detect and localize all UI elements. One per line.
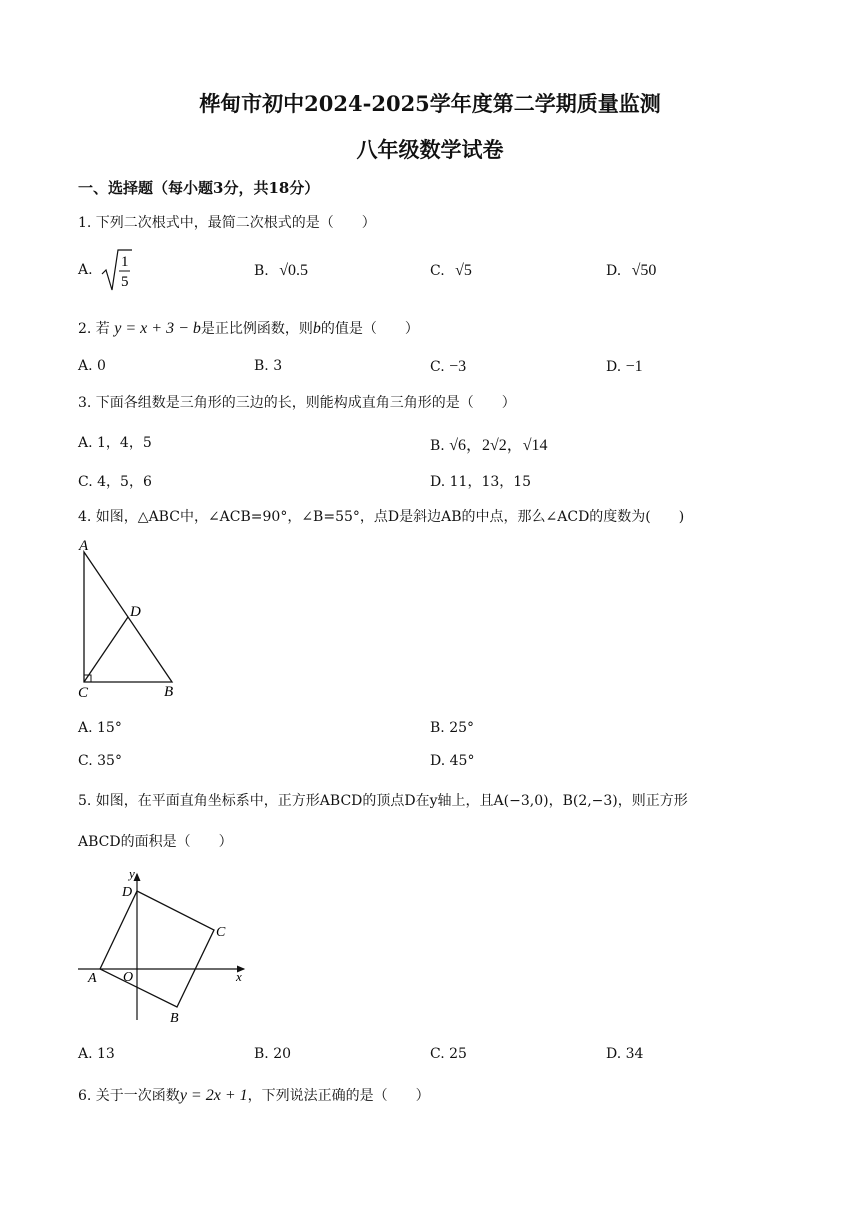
option-value: 3	[273, 358, 283, 374]
option-value: 15°	[97, 720, 122, 736]
exam-subtitle: 八年级数学试卷	[356, 137, 504, 162]
q3-option-c[interactable]	[78, 471, 152, 491]
option-value: 35°	[97, 753, 122, 769]
option-label: D.	[430, 474, 446, 490]
option-label: B.	[254, 358, 269, 374]
q4-option-d[interactable]	[430, 753, 474, 769]
option-label: A.	[78, 435, 93, 451]
q1-option-b[interactable]	[254, 262, 308, 280]
option-label: D.	[606, 263, 622, 279]
option-label: B.	[254, 1046, 269, 1062]
option-value: √6，2√2，√14	[449, 437, 548, 454]
q3-option-a[interactable]	[78, 432, 152, 452]
option-value: 0	[97, 358, 106, 374]
coordinate-square-figure	[74, 866, 254, 1028]
option-label: C.	[78, 474, 93, 490]
q3-option-d[interactable]	[430, 471, 531, 491]
option-value: 34	[625, 1046, 644, 1062]
q1-option-d[interactable]	[606, 262, 656, 280]
label-o: O	[123, 970, 134, 985]
q5-option-b[interactable]	[254, 1046, 291, 1062]
option-label: C.	[430, 1046, 445, 1062]
q6-text-pre: 6. 关于一次函数	[78, 1088, 180, 1104]
exam-title: 桦甸市初中2024-2025学年度第二学期质量监测	[199, 91, 661, 116]
option-label: A.	[78, 720, 93, 736]
question-5-text-line2: ABCD的面积是（ ）	[78, 834, 233, 850]
option-label: A.	[78, 262, 93, 278]
q2-text-pre: 2. 若	[78, 321, 110, 337]
option-value: √5	[455, 262, 472, 279]
label-d: D	[122, 885, 133, 900]
axis-label-y: y	[129, 866, 135, 881]
option-value: −1	[625, 358, 643, 375]
q1-option-a[interactable]	[78, 254, 129, 290]
option-label: A.	[78, 1046, 93, 1062]
q6-text-post: ，下列说法正确的是（ ）	[247, 1088, 430, 1104]
q2-equation: y = x + 3 − b	[114, 320, 201, 337]
option-label: B.	[254, 263, 269, 279]
option-label: A.	[78, 358, 93, 374]
q2-option-b[interactable]	[254, 358, 282, 374]
option-value: 20	[273, 1046, 292, 1062]
option-label: C.	[430, 359, 445, 375]
option-label: C.	[78, 753, 93, 769]
option-value: 13	[97, 1046, 115, 1062]
option-value: 4，5，6	[97, 474, 152, 490]
option-value: 1，4，5	[97, 435, 152, 451]
label-b: B	[170, 1011, 179, 1026]
question-3-text: 3. 下面各组数是三角形的三边的长，则能构成直角三角形的是（ ）	[78, 395, 516, 411]
label-c: C	[78, 685, 89, 701]
option-value: √50	[631, 262, 657, 279]
label-b: B	[164, 684, 174, 700]
q4-option-b[interactable]	[430, 720, 474, 736]
q2-text-mid: 是正比例函数，则	[200, 321, 313, 337]
option-label: C.	[430, 263, 445, 279]
q2-option-c[interactable]	[430, 358, 466, 376]
segment-cd	[84, 617, 128, 682]
q5-option-a[interactable]	[78, 1046, 115, 1062]
question-2-text	[78, 318, 419, 338]
option-label: D.	[430, 753, 446, 769]
label-a: A	[79, 538, 89, 554]
option-label: D.	[606, 359, 622, 375]
q6-equation: y = 2x + 1	[179, 1087, 248, 1104]
question-5-text-line1: 5. 如图，在平面直角坐标系中，正方形ABCD的顶点D在y轴上，且A(−3,0)，B(2,−3)，则正方形	[78, 793, 688, 809]
q5-option-c[interactable]	[430, 1046, 467, 1062]
q2-text-post: 的值是（ ）	[320, 321, 419, 337]
q4-option-c[interactable]	[78, 753, 122, 769]
label-d: D	[130, 604, 141, 620]
question-4-text: 4. 如图，△ABC中，∠ACB=90°，∠B=55°，点D是斜边AB的中点，那么∠ACD的度数为( )	[78, 509, 685, 525]
svg-text:1: 1	[121, 254, 129, 270]
question-1-text: 1. 下列二次根式中，最简二次根式的是（ ）	[78, 215, 376, 231]
q5-option-d[interactable]	[606, 1046, 643, 1062]
option-value: −3	[449, 358, 467, 375]
q2-option-a[interactable]	[78, 358, 106, 374]
label-a: A	[88, 971, 97, 986]
axis-label-x: x	[236, 969, 242, 984]
section-heading: 一、选择题（每小题3分，共18分）	[78, 179, 320, 197]
svg-text:5: 5	[121, 274, 129, 290]
option-value: 45°	[449, 753, 475, 769]
question-6-text	[78, 1085, 430, 1105]
option-label: B.	[430, 438, 445, 454]
q4-option-a[interactable]	[78, 720, 122, 736]
q1-option-c[interactable]	[430, 262, 472, 280]
option-value: 11，13，15	[449, 474, 532, 490]
q2-var: b	[312, 320, 321, 337]
sqrt-one-fifth-glyph	[100, 246, 134, 294]
option-label: B.	[430, 720, 445, 736]
triangle-figure	[74, 536, 184, 702]
q3-option-b[interactable]	[430, 432, 548, 455]
label-c: C	[216, 925, 226, 940]
option-label: D.	[606, 1046, 622, 1062]
square-abcd	[100, 891, 214, 1007]
option-value: 25	[449, 1046, 467, 1062]
option-value: √0.5	[279, 262, 308, 279]
q2-option-d[interactable]	[606, 358, 643, 376]
option-value: 25°	[449, 720, 475, 736]
